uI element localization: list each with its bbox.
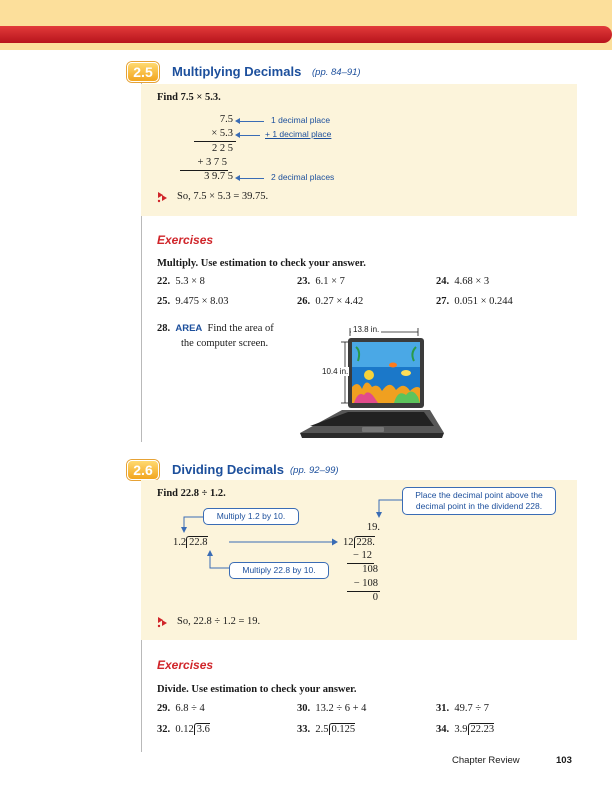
callout-multiply-dividend: Multiply 22.8 by 10. — [229, 562, 329, 579]
exercise-keyword: AREA — [175, 323, 203, 334]
exercise-item: 24. 4.68 × 3 — [436, 276, 490, 287]
remainder-2: 0 — [372, 592, 378, 603]
exercise-item: 25. 9.475 × 8.03 — [157, 296, 229, 307]
arrow-2 — [240, 135, 260, 136]
subtract-1: − 12 — [352, 550, 372, 561]
division-setup: 1.2 22.8 — [173, 537, 208, 548]
exercise-28-line-2: the computer screen. — [181, 338, 269, 349]
exercise-item: 33. 2.5 0.125 — [297, 724, 356, 735]
laptop-width-label: 13.8 in. — [353, 325, 380, 334]
laptop-illustration — [298, 325, 444, 440]
section-badge: 2.5 — [127, 62, 159, 82]
annotation-3: 2 decimal places — [271, 172, 335, 182]
annotation-2: + 1 decimal place — [265, 129, 332, 139]
work-row-5: 3 9.7 5 — [204, 171, 233, 182]
page-number: 103 — [556, 755, 572, 766]
work-rule-1 — [194, 141, 236, 142]
example-prompt: Find 7.5 × 5.3. — [157, 92, 221, 103]
arrow-3 — [240, 178, 264, 179]
remainder-1: 108 — [362, 564, 378, 575]
annotation-1: 1 decimal place — [271, 115, 331, 125]
exercise-item: 26. 0.27 × 4.42 — [297, 296, 364, 307]
exercises-instructions: Divide. Use estimation to check your answer. — [157, 684, 357, 695]
callout-arrow-2 — [204, 548, 232, 572]
exercise-item: 32. 0.12 3.6 — [157, 724, 210, 735]
exercises-instructions: Multiply. Use estimation to check your answer. — [157, 258, 366, 269]
example-conclusion: So, 22.8 ÷ 1.2 = 19. — [177, 616, 261, 627]
section-title: Multiplying Decimals — [172, 64, 302, 79]
arrow-1 — [240, 121, 264, 122]
so-bullet-icon — [157, 191, 169, 203]
exercises-heading: Exercises — [157, 658, 214, 672]
exercises-heading: Exercises — [157, 233, 214, 247]
section-pages: (pp. 84–91) — [312, 67, 361, 78]
work-row-4: + 3 7 5 — [197, 157, 227, 168]
exercise-item: 27. 0.051 × 0.244 — [436, 296, 513, 307]
laptop-height-label: 10.4 in. — [322, 367, 349, 376]
example-conclusion: So, 7.5 × 5.3 = 39.75. — [177, 191, 269, 202]
work-row-2: × 5.3 — [211, 128, 233, 139]
exercise-item: 29. 6.8 ÷ 4 — [157, 703, 205, 714]
exercise-item: 31. 49.7 ÷ 7 — [436, 703, 490, 714]
exercise-28-line-1: 28. AREA Find the area of — [157, 323, 274, 334]
section-badge: 2.6 — [127, 460, 159, 480]
callout-place-decimal: Place the decimal point above the decimal point in the dividend 228. — [402, 487, 556, 515]
quotient: 19. — [366, 522, 380, 533]
exercise-item: 23. 6.1 × 7 — [297, 276, 345, 287]
footer-label: Chapter Review — [452, 755, 520, 766]
exercise-item: 22. 5.3 × 8 — [157, 276, 205, 287]
long-division: 12 228. — [343, 537, 375, 548]
work-row-1: 7.5 — [219, 114, 233, 125]
example-prompt: Find 22.8 ÷ 1.2. — [157, 488, 226, 499]
exercise-item: 30. 13.2 ÷ 6 + 4 — [297, 703, 367, 714]
section-title: Dividing Decimals — [172, 462, 284, 477]
header-red-bar — [0, 26, 612, 43]
so-bullet-icon — [157, 616, 169, 628]
callout-multiply-divisor: Multiply 1.2 by 10. — [203, 508, 299, 525]
work-row-3: 2 2 5 — [212, 143, 233, 154]
subtract-2: − 108 — [353, 578, 378, 589]
exercise-item: 34. 3.9 22.23 — [436, 724, 495, 735]
transform-arrow — [229, 538, 339, 546]
section-pages: (pp. 92–99) — [290, 465, 339, 476]
callout-arrow-3 — [370, 494, 404, 520]
callout-arrow-1 — [180, 512, 206, 534]
